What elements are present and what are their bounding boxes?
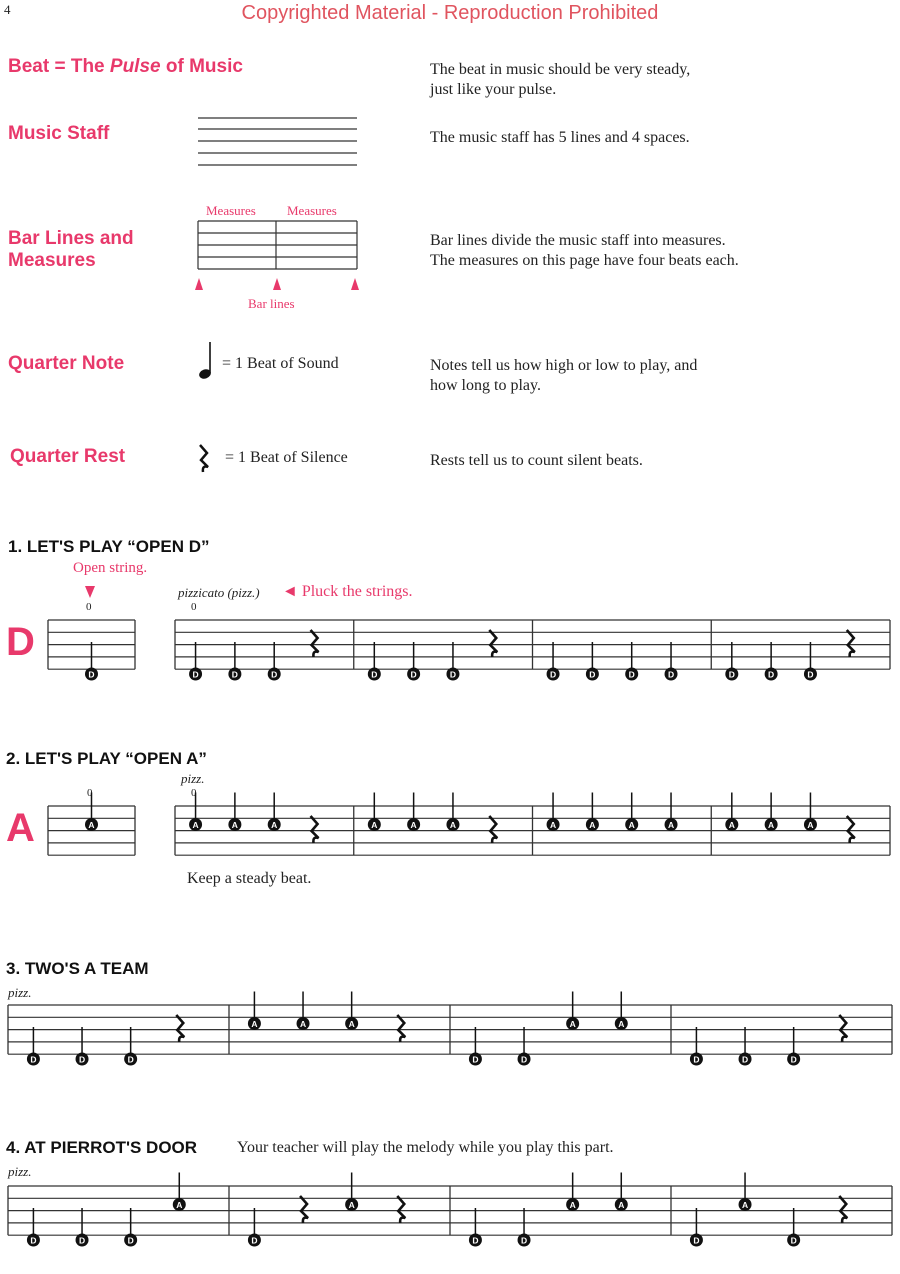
note-letter: D [790,1054,797,1065]
bar-line-arrows [195,278,359,290]
note-letter: D [127,1235,134,1246]
note-letter: A [549,820,557,830]
note-letter: D [88,669,95,680]
bar-lines-example [198,221,357,269]
note-letter: A [768,820,775,830]
term-quarter-rest: Quarter Rest [10,446,126,467]
string-letter-d: D [6,620,35,664]
note-letter: D [231,669,238,680]
quarter-rest-symbol [200,445,208,472]
note-letter: A [618,1019,625,1029]
note-letter: D [30,1054,37,1065]
desc-line: The beat in music should be very steady, [430,61,691,78]
note-letter: A [410,820,417,830]
fingering-zero: 0 [87,787,93,799]
term-line: Bar Lines and [8,228,134,249]
open-string-arrow [85,586,95,598]
term-line: Measures [8,250,96,271]
note-letter: D [728,669,735,680]
note-letter: A [589,820,596,830]
term-quarter-note: Quarter Note [8,353,125,374]
desc-line: Bar lines divide the music staff into measures. [430,232,726,249]
note-letter: D [768,669,775,680]
note-letter: D [741,1054,749,1065]
fingering-zero: 0 [191,601,197,613]
note-letter: D [30,1235,37,1246]
note-letter: D [628,669,635,680]
note-letter: D [449,669,457,680]
desc-music-staff: The music staff has 5 lines and 4 spaces. [430,129,690,146]
note-letter: A [192,820,199,830]
quarter-rest [311,816,319,843]
note-letter: A [449,820,457,830]
pizz-label: pizzicato (pizz.) [178,585,260,600]
note-letter: A [271,820,278,830]
label-measures: Measures [287,203,337,218]
exercise-4-title: 4. AT PIERROT'S DOOR [6,1138,198,1157]
note-letter: A [569,1019,576,1029]
note-letter: A [807,820,814,830]
quarter-note-value: = 1 Beat of Sound [222,355,339,372]
quarter-rest [489,630,497,657]
note-letter: A [741,1200,749,1210]
quarter-rest [397,1015,405,1042]
desc-quarter-rest: Rests tell us to count silent beats. [430,452,643,469]
quarter-rest [839,1196,847,1223]
steady-beat-instruction: Keep a steady beat. [187,870,312,887]
term-beat-em: Pulse [109,56,161,77]
pluck-label: ◄ Pluck the strings. [282,583,413,600]
note-letter: D [693,1235,700,1246]
note-letter: A [371,820,378,830]
note-letter: D [472,1235,479,1246]
quarter-rest [839,1015,847,1042]
note-letter: A [299,1019,307,1029]
fingering-zero: 0 [191,787,197,799]
note-letter: A [176,1200,183,1210]
desc-line: just like your pulse. [430,81,557,98]
note-letter: A [728,820,735,830]
desc-line: The measures on this page have four beats each. [430,252,739,269]
quarter-rest [311,630,319,657]
page-number: 4 [4,2,11,17]
pizz-label: pizz. [181,771,205,786]
quarter-rest [300,1196,308,1223]
note-letter: D [472,1054,479,1065]
quarter-note-symbol [198,342,212,380]
note-letter: D [371,669,378,680]
quarter-rest [847,816,855,843]
note-letter: A [348,1019,355,1029]
note-letter: D [790,1235,797,1246]
pizz-label: pizz. [8,1164,32,1179]
note-letter: A [348,1200,355,1210]
note-letter: D [78,1235,86,1246]
quarter-rest [397,1196,405,1223]
term-music-staff: Music Staff [8,123,110,144]
fingering-zero: 0 [86,601,92,613]
note-letter: A [569,1200,576,1210]
note-letter: D [192,669,199,680]
note-letter: A [667,820,675,830]
note-letter: D [127,1054,134,1065]
label-measures: Measures [206,203,256,218]
note-letter: D [251,1235,258,1246]
string-letter-a: A [6,806,35,850]
note-letter: D [589,669,596,680]
exercise-3-title: 3. TWO'S A TEAM [6,959,149,978]
exercise-1-title: 1. LET'S PLAY “OPEN D” [8,537,210,556]
desc-line: Notes tell us how high or low to play, and [430,357,698,374]
desc-line: how long to play. [430,377,541,394]
term-beat-pre: Beat = The [8,56,110,77]
note-letter: A [231,820,238,830]
term-beat-post: of Music [160,56,243,77]
note-letter: A [88,820,95,830]
note-letter: D [807,669,814,680]
quarter-rest [847,630,855,657]
pizz-label: pizz. [8,985,32,1000]
note-letter: A [618,1200,625,1210]
quarter-rest [489,816,497,843]
note-letter: D [549,669,557,680]
quarter-rest-value: = 1 Beat of Silence [225,449,348,466]
quarter-rest [176,1015,184,1042]
note-letter: D [78,1054,86,1065]
note-letter: D [520,1054,528,1065]
label-bar-lines: Bar lines [248,296,295,311]
note-letter: A [251,1019,258,1029]
exercise-2-title: 2. LET'S PLAY “OPEN A” [6,749,207,768]
music-staff-example [198,118,357,165]
note-letter: D [693,1054,700,1065]
note-letter: D [410,669,417,680]
open-string-label: Open string. [73,560,148,576]
exercise-4-instruction: Your teacher will play the melody while you play this part. [237,1139,614,1156]
note-letter: D [271,669,278,680]
copyright-notice: Copyrighted Material - Reproduction Prohibited [241,2,659,24]
note-letter: A [628,820,635,830]
note-letter: D [520,1235,528,1246]
note-letter: D [667,669,675,680]
